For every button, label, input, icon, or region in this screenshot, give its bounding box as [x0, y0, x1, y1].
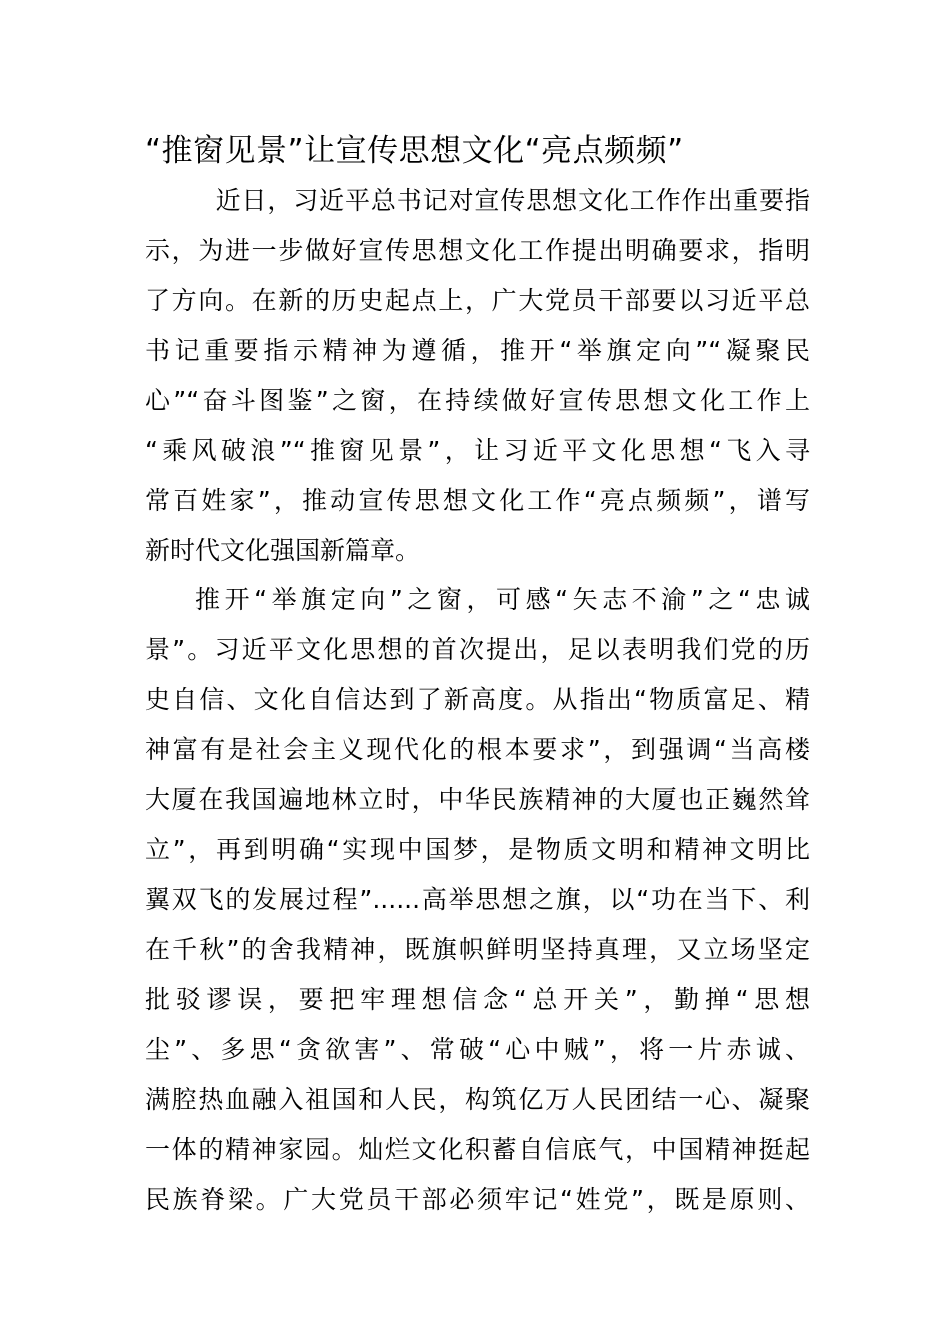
text-line: 在千秋”的舍我精神，既旗帜鲜明坚持真理，又立场坚定 — [145, 935, 810, 964]
text-line: 翼双飞的发展过程”......高举思想之旗，以“功在当下、利 — [145, 885, 810, 914]
text-line: “乘风破浪”“推窗见景”，让习近平文化思想“飞入寻 — [145, 436, 810, 465]
text-line: 神富有是社会主义现代化的根本要求”，到强调“当高楼 — [145, 735, 810, 764]
text-line: 近日，习近平总书记对宣传思想文化工作作出重要指 — [145, 186, 810, 215]
text-line: 心”“奋斗图鉴”之窗，在持续做好宣传思想文化工作上 — [145, 386, 810, 415]
text-line: 满腔热血融入祖国和人民，构筑亿万人民团结一心、凝聚 — [145, 1085, 810, 1114]
text-line: 新时代文化强国新篇章。 — [145, 536, 421, 565]
text-line: 了方向。在新的历史起点上，广大党员干部要以习近平总 — [145, 286, 810, 315]
text-line: 常百姓家”，推动宣传思想文化工作“亮点频频”，谱写 — [145, 486, 810, 515]
text-line: 批驳谬误，要把牢理想信念“总开关”，勤掸“思想 — [145, 985, 810, 1014]
text-line: 书记重要指示精神为遵循，推开“举旗定向”“凝聚民 — [145, 336, 810, 365]
text-line: 立”，再到明确“实现中国梦，是物质文明和精神文明比 — [145, 835, 810, 864]
text-line: 尘”、多思“贪欲害”、常破“心中贼”，将一片赤诚、 — [145, 1035, 810, 1064]
paragraph-1 — [145, 176, 810, 576]
text-line: 示，为进一步做好宣传思想文化工作提出明确要求，指明 — [145, 236, 810, 265]
text-line: 史自信、文化自信达到了新高度。从指出“物质富足、精 — [145, 685, 810, 714]
article-title: “推窗见景”让宣传思想文化“亮点频频” — [145, 133, 684, 169]
paragraph-2 — [145, 575, 810, 1225]
text-line: 推开“举旗定向”之窗，可感“矢志不渝”之“忠诚 — [145, 585, 810, 614]
text-line: 大厦在我国遍地林立时，中华民族精神的大厦也正巍然耸 — [145, 785, 810, 814]
text-line: 民族脊梁。广大党员干部必须牢记“姓党”，既是原则、 — [145, 1185, 810, 1214]
text-line: 一体的精神家园。灿烂文化积蓄自信底气，中国精神挺起 — [145, 1135, 810, 1164]
text-line: 景”。习近平文化思想的首次提出，足以表明我们党的历 — [145, 635, 810, 664]
